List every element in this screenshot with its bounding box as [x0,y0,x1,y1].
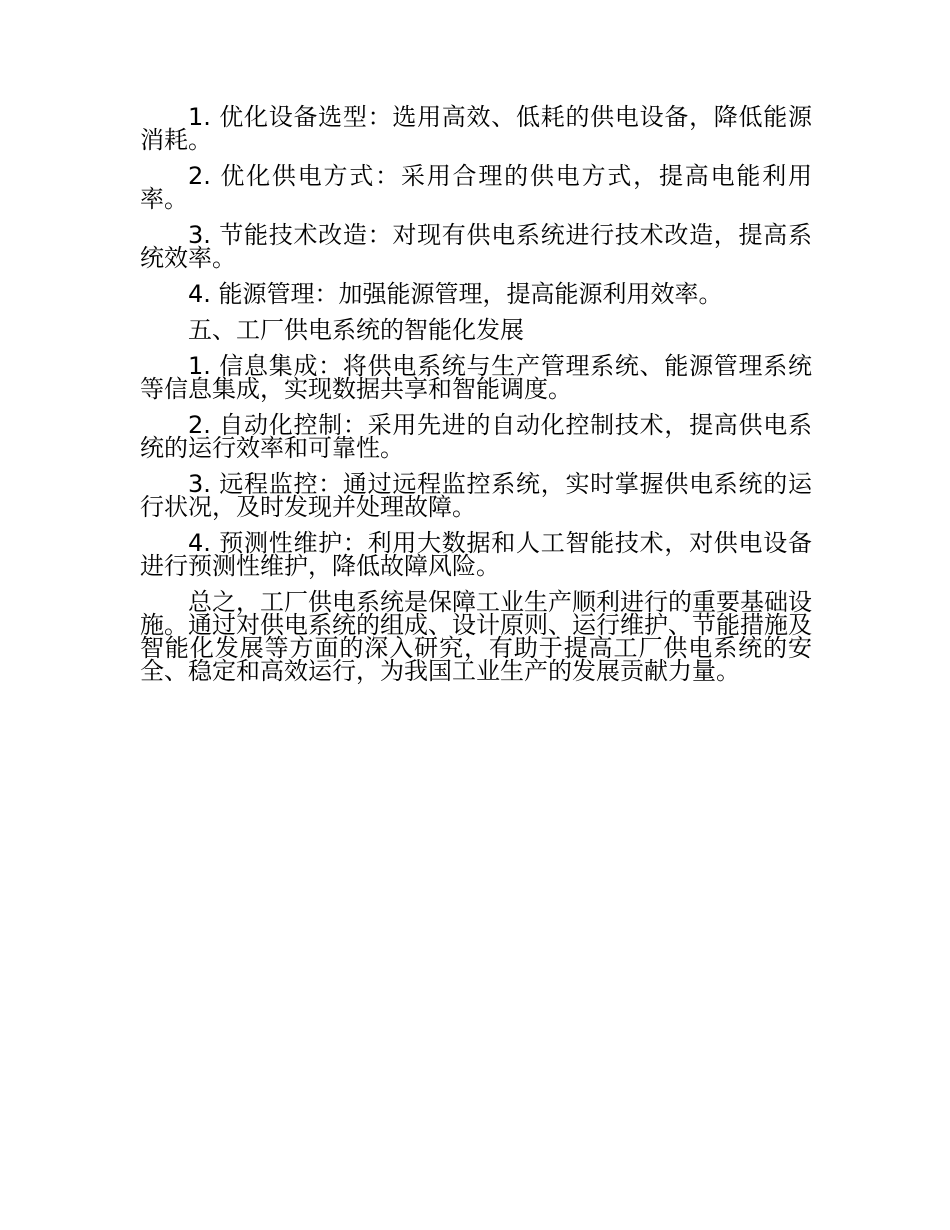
paragraph-energy-saving-retrofit: 3. 节能技术改造：对现有供电系统进行技术改造，提高系统效率。 [140,221,812,272]
paragraph-energy-management: 4. 能源管理：加强能源管理，提高能源利用效率。 [188,280,723,308]
paragraph-remote-monitoring: 3. 远程监控：通过远程监控系统，实时掌握供电系统的运行状况，及时发现并处理故障。 [140,470,812,521]
paragraph-predictive-maintenance: 4. 预测性维护：利用大数据和人工智能技术，对供电设备进行预测性维护，降低故障风险。 [140,529,812,580]
paragraph-conclusion: 总之，工厂供电系统是保障工业生产顺利进行的重要基础设施。通过对供电系统的组成、设计原则、运行维护、节能措施及智能化发展等方面的深入研究，有助于提高工厂供电系统的安全、稳定和高效运行，为我国工业生产的发展贡献力量。 [140,588,812,685]
paragraph-optimize-supply-mode: 2. 优化供电方式：采用合理的供电方式，提高电能利用率。 [140,162,812,213]
section-heading-intelligent-development: 五、工厂供电系统的智能化发展 [188,316,524,344]
paragraph-optimize-equipment: 1. 优化设备选型：选用高效、低耗的供电设备，降低能源消耗。 [140,103,812,154]
paragraph-information-integration: 1. 信息集成：将供电系统与生产管理系统、能源管理系统等信息集成，实现数据共享和智能调度。 [140,352,812,403]
paragraph-automation-control: 2. 自动化控制：采用先进的自动化控制技术，提高供电系统的运行效率和可靠性。 [140,411,812,462]
document-body [140,103,812,696]
